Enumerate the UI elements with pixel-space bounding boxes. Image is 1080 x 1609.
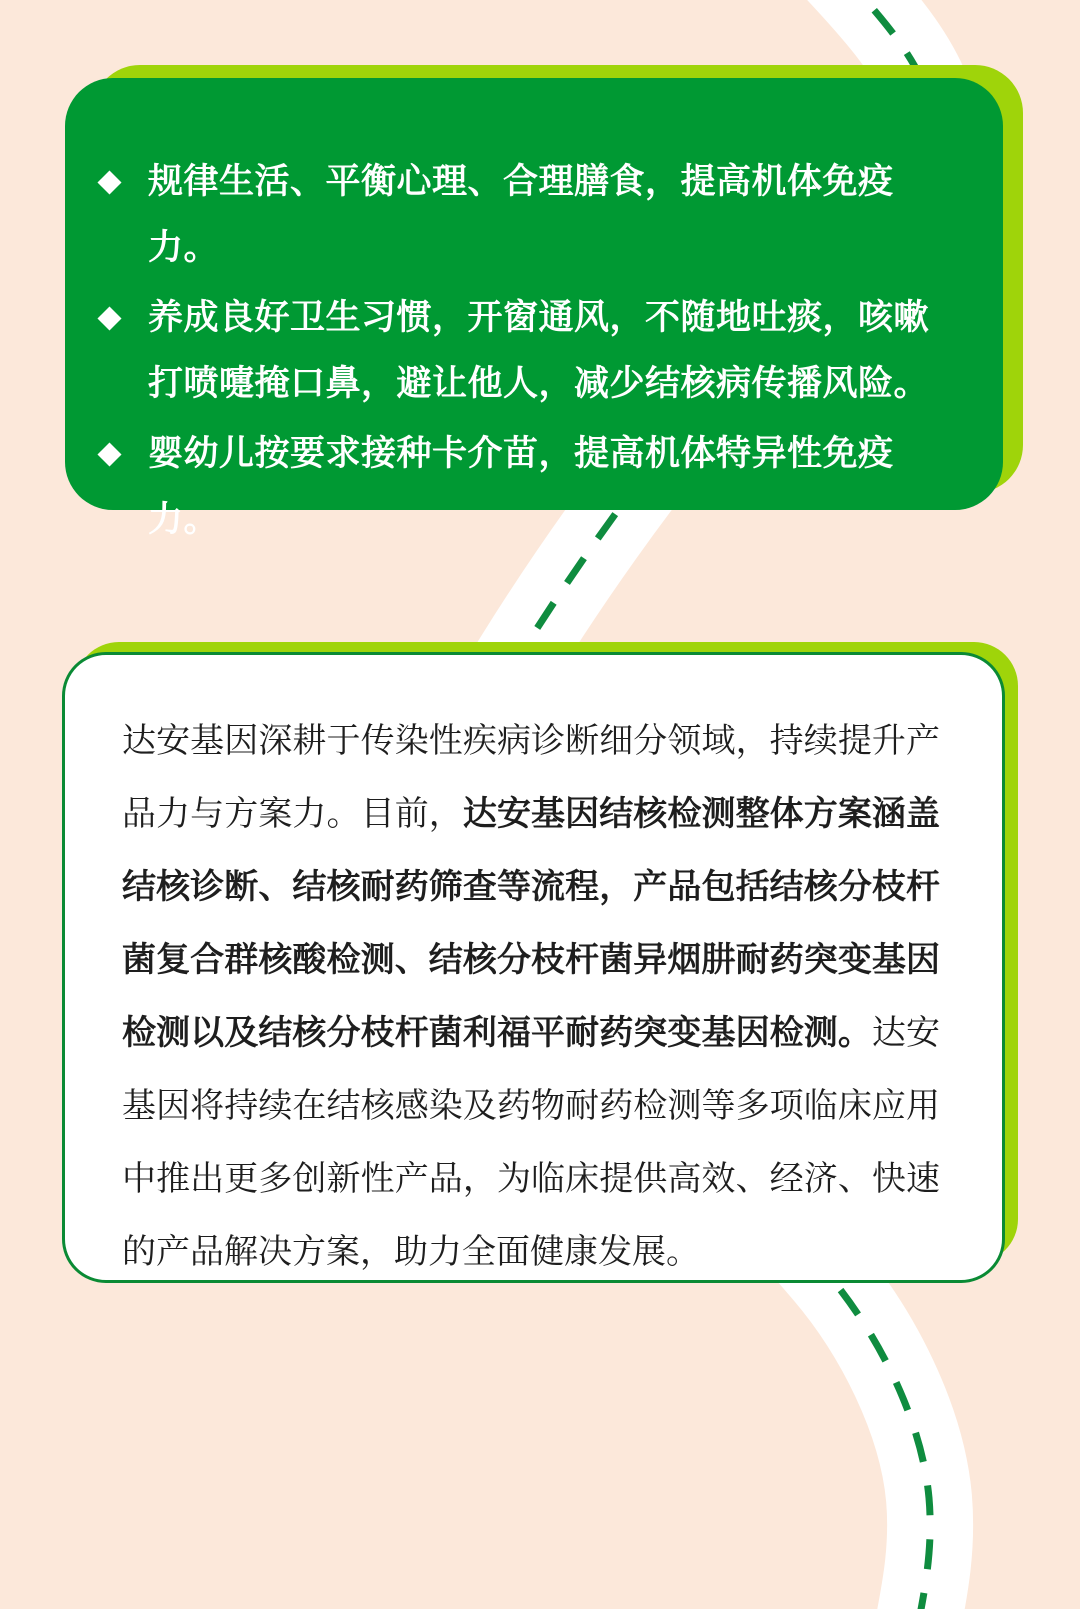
info-paragraph-tail: 达安基因将持续在结核感染及药物耐药检测等多项临床应用中推出更多创新性产品，为临床提供高效、经济、快速的产品解决方案，助力全面健康发展。: [122, 1014, 941, 1271]
tip-text: 养成良好卫生习惯，开窗通风，不随地吐痰，咳嗽打喷嚏掩口鼻，避让他人，减少结核病传播风险。: [148, 298, 930, 403]
prevention-tips-card: [65, 78, 1003, 539]
tip-text: 婴幼儿按要求接种卡介苗，提高机体特异性免疫力。: [148, 434, 894, 539]
tip-item: [95, 421, 1003, 553]
company-info-card: [62, 652, 1005, 1283]
info-paragraph-bold: 达安基因结核检测整体方案涵盖结核诊断、结核耐药筛查等流程，产品包括结核分枝杆菌复合群核酸检测、结核分枝杆菌异烟肼耐药突变基因检测以及结核分枝杆菌利福平耐药突变基因检测。: [122, 795, 941, 1052]
diamond-bullet-icon: [97, 306, 121, 330]
diamond-bullet-icon: [97, 170, 121, 194]
tip-item: [95, 149, 1003, 281]
diamond-bullet-icon: [97, 442, 121, 466]
company-info-paragraph: [122, 705, 940, 1289]
info-paragraph-lead: 达安基因深耕于传染性疾病诊断细分领域，持续提升产品力与方案力。目前，: [122, 722, 940, 833]
tip-item: [95, 285, 1003, 417]
tip-text: 规律生活、平衡心理、合理膳食，提高机体免疫力。: [148, 162, 894, 267]
